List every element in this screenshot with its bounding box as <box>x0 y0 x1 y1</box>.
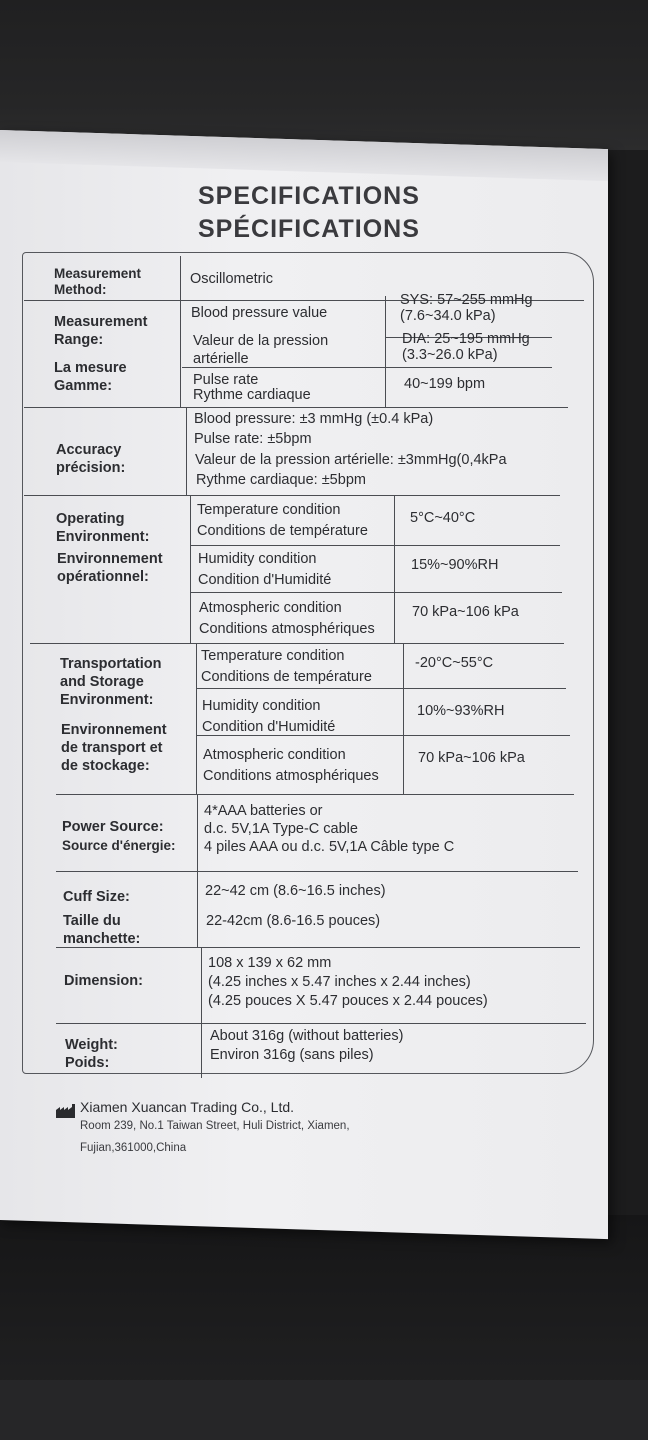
column-divider-range <box>180 256 181 407</box>
bp-value-label: Blood pressure value <box>191 305 328 321</box>
title-french: SPÉCIFICATIONS <box>198 215 420 243</box>
manufacturer-name: Xiamen Xuancan Trading Co., Ltd. <box>80 1099 295 1115</box>
accuracy-bp-fr: Valeur de la pression artérielle: ±3mmHg(0,4kPa <box>195 452 507 468</box>
measurement-range-label: Measurement Range: <box>54 314 148 348</box>
column-divider-transport <box>196 643 197 794</box>
accuracy-pulse-fr: Rythme cardiaque: ±5bpm <box>196 472 366 488</box>
measurement-range-label-fr: La mesure Gamme: <box>54 360 127 394</box>
background-floor-strip <box>0 1380 648 1440</box>
column-divider-power-cuff <box>197 794 198 947</box>
column-divider-dimension-weight <box>201 947 202 1078</box>
weight-value: About 316g (without batteries) Environ 316g (sans piles) <box>210 1028 404 1063</box>
manufacturer-address-line1: Room 239, No.1 Taiwan Street, Huli District, Xiamen, <box>80 1120 350 1132</box>
column-divider-operating <box>190 495 191 643</box>
tr-atmospheric-label: Atmospheric condition Conditions atmosphériques <box>203 747 379 784</box>
transport-environment-label-fr: Environnement de transport et de stockage: <box>61 722 167 774</box>
operating-environment-label-fr: Environnement opérationnel: <box>57 551 163 585</box>
power-source-label: Power Source: <box>62 819 164 835</box>
column-divider-operating-values <box>394 495 395 643</box>
cuff-size-value-fr: 22-42cm (8.6-16.5 pouces) <box>206 913 381 929</box>
tr-temperature-value: -20°C~55°C <box>415 655 494 671</box>
divider-tr-temp <box>196 688 566 689</box>
bp-value-label-fr: Valeur de la pression artérielle <box>193 333 329 367</box>
column-divider-transport-values <box>403 643 404 794</box>
tr-atmospheric-value: 70 kPa~106 kPa <box>418 750 525 766</box>
weight-label: Weight: Poids: <box>65 1037 118 1071</box>
operating-environment-label: Operating Environment: <box>56 511 150 545</box>
divider-accuracy <box>24 495 560 496</box>
sys-range-value: SYS: 57~255 mmHg (7.6~34.0 kPa) <box>400 292 533 324</box>
tr-temperature-label: Temperature condition Conditions de température <box>201 648 372 685</box>
tr-humidity-value: 10%~93%RH <box>417 703 505 719</box>
manufacturer-factory-icon <box>56 1104 78 1118</box>
cuff-size-label: Cuff Size: <box>63 889 130 905</box>
pulse-rate-range-value: 40~199 bpm <box>404 376 486 392</box>
power-source-value: 4*AAA batteries or d.c. 5V,1A Type-C cable 4 piles AAA ou d.c. 5V,1A Câble type C <box>204 803 455 855</box>
column-divider-accuracy <box>186 407 187 495</box>
background-top <box>0 0 648 150</box>
cuff-size-label-fr: Taille du manchette: <box>63 913 141 947</box>
divider-op-humidity <box>190 592 562 593</box>
dia-range-value: DIA: 25~195 mmHg (3.3~26.0 kPa) <box>402 331 530 363</box>
op-humidity-label: Humidity condition Condition d'Humidité <box>198 551 332 588</box>
divider-transport <box>56 794 574 795</box>
accuracy-bp: Blood pressure: ±3 mmHg (±0.4 kPa) <box>194 411 434 427</box>
accuracy-pulse: Pulse rate: ±5bpm <box>194 431 312 447</box>
op-atmospheric-label: Atmospheric condition Conditions atmosphériques <box>199 600 375 637</box>
title-english: SPECIFICATIONS <box>198 182 420 210</box>
dimension-value: 108 x 139 x 62 mm (4.25 inches x 5.47 inches x 2.44 inches) (4.25 pouces X 5.47 pouces x 2.44 pouces) <box>208 955 488 1009</box>
pulse-rate-label: Pulse rate Rythme cardiaque <box>193 372 311 403</box>
column-divider-range-values <box>385 296 386 407</box>
manufacturer-address-line2: Fujian,361000,China <box>80 1142 187 1154</box>
divider-operating <box>30 643 564 644</box>
divider-dimension <box>56 1023 586 1024</box>
op-atmospheric-value: 70 kPa~106 kPa <box>412 604 519 620</box>
measurement-method-label: Measurement Method: <box>54 266 142 297</box>
op-temperature-label: Temperature condition Conditions de température <box>197 502 368 539</box>
divider-range <box>24 407 568 408</box>
cuff-size-value: 22~42 cm (8.6~16.5 inches) <box>205 883 386 899</box>
dimension-label: Dimension: <box>64 973 143 989</box>
divider-op-temp <box>190 545 560 546</box>
tr-humidity-label: Humidity condition Condition d'Humidité <box>202 698 336 735</box>
op-humidity-value: 15%~90%RH <box>411 557 499 573</box>
accuracy-label: Accuracy précision: <box>56 442 126 476</box>
op-temperature-value: 5°C~40°C <box>410 510 476 526</box>
transport-environment-label: Transportation and Storage Environment: <box>60 656 162 708</box>
measurement-method-value: Oscillometric <box>190 271 273 287</box>
power-source-label-fr: Source d'énergie: <box>62 838 176 853</box>
divider-power <box>56 871 578 872</box>
